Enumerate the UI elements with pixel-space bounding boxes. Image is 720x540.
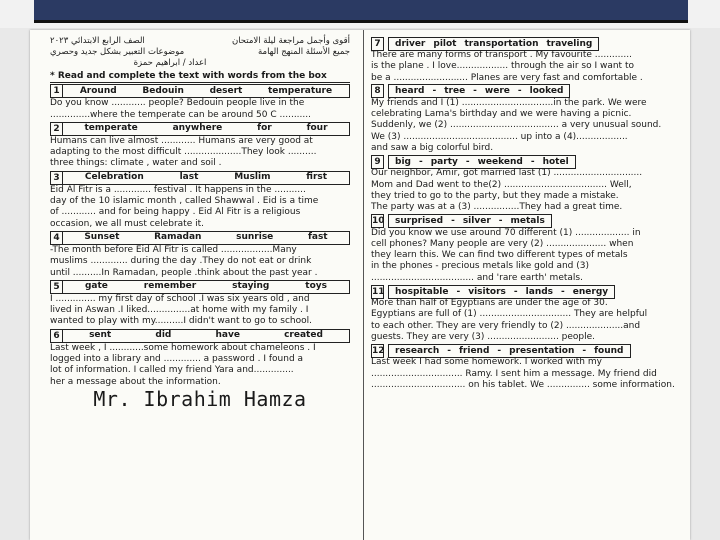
text-line: Our neighbor, Amir, got married last (1) ............................... [371,168,643,179]
text-line: Do you know ............ people? Bedouin people live in the [50,98,305,109]
box-word: - [473,86,477,97]
text-line: ................................ Ramy. I sent him a message. My friend did [371,368,657,379]
word-box [50,329,350,343]
exercise-number: 8 [371,84,384,98]
box-word: Ramadan [154,232,202,243]
text-line: More than half of Egyptians are under the age of 30. [371,298,608,309]
box-word: traveling [546,38,593,49]
left-exercises [50,84,350,388]
exercise-number: 4 [51,232,63,244]
box-word: Around [79,85,117,96]
text-line: occasion, we all must celebrate it. [50,218,204,229]
exercise-paragraph [371,228,685,284]
box-word: - [447,345,452,356]
text-line: ..............where the temperate can be around 50 C ........... [50,109,311,120]
box-word: - [498,216,503,227]
arabic-header [50,36,350,69]
box-word: - [497,345,502,356]
text-line: in the phones - precious metals like gold and (3) [371,261,590,272]
text-line: cell phones? Many people are very (2) ..................... when [371,238,634,249]
box-word: were [484,86,510,97]
header-author: اعداد / ابراهيم حمزة [133,58,207,68]
author-signature: Mr. Ibrahim Hamza [93,386,307,411]
exercise-paragraph [371,298,685,343]
word-box [371,37,685,50]
box-word: temperature [268,85,333,96]
text-line: celebrating Lama's birthday and we were having a picnic. [371,109,632,120]
box-word: lands [525,286,554,297]
box-word: Bedouin [142,85,184,96]
box-word: pilot [433,38,457,49]
exercise-number: 6 [51,330,63,342]
text-line: until ..........In Ramadan, people .think about the past year . [50,267,318,278]
word-list [388,84,570,98]
text-line: day of the 10 islamic month , called Shawwal . Eid is a time [50,196,319,207]
box-word: research [395,345,440,356]
box-word: - [418,156,423,167]
box-word: created [284,330,323,341]
text-line: We (3) ........................................ up into a (4).................. [371,131,628,142]
box-word: - [517,86,522,97]
box-word: hospitable [395,286,449,297]
word-box [371,155,685,168]
box-word: - [456,286,461,297]
text-line: My friends and I (1) ................................in the park. We were [371,97,647,108]
word-list [388,155,576,169]
word-box [371,85,685,98]
box-word: have [215,330,240,341]
box-word: friend [459,345,490,356]
box-word: did [155,330,172,341]
header-topics: موضوعات التعبير بشكل جديد وحصري [50,47,185,57]
right-column [371,36,685,391]
word-list [63,330,349,341]
box-word: - [432,86,437,97]
text-line: to each other. They are very friendly to (2) ....................and [371,320,641,331]
text-line: her a message about the information. [50,376,221,387]
box-word: - [582,345,587,356]
box-word: anywhere [172,123,223,134]
text-line: of ............ and for being happy . Eid Al Fitr is a religious [50,207,301,218]
text-line: they learn this. We can find two different types of metals [371,250,628,261]
word-box [371,285,685,298]
box-word: presentation [509,345,575,356]
box-word: - [561,286,565,297]
header-grade: الصف الرابع الابتدائي ٢٠٢٣ [50,36,145,46]
banner-strip [34,0,688,23]
box-word: Sunset [84,232,120,243]
text-line: Did you know we use around 70 different (1) ................... in [371,227,641,238]
box-word: hotel [542,156,569,167]
exercise-number: 7 [371,37,384,51]
word-box [50,231,350,245]
exercise-paragraph [371,98,685,154]
word-box [371,215,685,228]
box-word: found [594,345,624,356]
box-word: toys [305,281,328,292]
exercise-number: 2 [51,123,63,135]
word-box [50,280,350,294]
box-word: four [306,123,328,134]
box-word: for [257,123,272,134]
box-word: desert [209,85,243,96]
word-box [50,171,350,185]
word-box [50,122,350,136]
text-line: Last week , I ............some homework about chameleons . I [50,342,316,353]
text-line: There are many forms of transport . My favourite ............. [371,50,632,60]
text-line: .................................... and 'rare earth' metals. [371,272,583,283]
text-line: The party was at a (3) ................They had a great time. [371,202,623,213]
exercise-number: 9 [371,155,384,169]
word-list [388,344,631,358]
box-word: silver [462,216,491,227]
box-word: staying [232,281,270,292]
exercise-paragraph [50,136,350,170]
exercise-paragraph [371,168,685,213]
exercise-paragraph [50,343,350,388]
box-word: surprised [395,216,444,227]
text-line: Mom and Dad went to the(2) .................................... Well, [371,179,632,190]
text-line: lived in Aswan .I liked...............at home with my family . I [50,305,309,316]
text-line: logged into a library and ............. a password . I found a [50,354,304,365]
box-word: last [179,172,199,183]
exercise-paragraph [50,98,350,121]
box-word: temperate [84,123,138,134]
word-list [63,232,349,243]
worksheet-page [30,30,690,540]
text-line: I .............. my first day of school .I was six years old , and [50,293,310,304]
left-column [50,36,350,411]
word-list [388,285,615,299]
text-line: is the plane . I love.................. through the air so I want to [371,61,634,72]
box-word: transportation [464,38,539,49]
box-word: looked [529,86,564,97]
exercise-paragraph [371,357,685,391]
box-word: driver [395,38,426,49]
box-word: heard [395,86,425,97]
header-title: أقوى وأجمل مراجعة ليلة الامتحان [231,36,350,46]
box-word: fast [307,232,328,243]
box-word: big [395,156,411,167]
exercise-number: 11 [372,286,385,297]
word-list [63,281,349,292]
exercise-number: 1 [51,85,63,97]
text-line: Eid Al Fitr is a ............. festival . It happens in the ........... [50,184,306,195]
text-line: be a .......................... Planes are very fast and comfortable . [371,72,643,83]
box-word: metals [510,216,545,227]
word-list [63,172,349,183]
box-word: energy [572,286,609,297]
box-word: gate [84,281,108,292]
box-word: sunrise [236,232,274,243]
box-word: - [465,156,470,167]
box-word: sent [89,330,112,341]
right-exercises [371,37,685,391]
text-line: Humans can live almost ............ Humans are very good at [50,135,313,146]
exercise-number: 3 [51,172,63,184]
text-line: and saw a big colorful bird. [371,143,494,154]
text-line: muslims ............. during the day .They do not eat or drink [50,256,312,267]
text-line: wanted to play with my..........I didn't want to go to school. [50,316,312,327]
text-line: ................................. on his tablet. We ............... some information. [371,379,675,390]
exercise-paragraph [50,245,350,279]
text-line: -The month before Eid Al Fitr is called ..................Many [50,244,297,255]
text-line: Last week I had some homework. I worked with my [371,357,602,368]
box-word: - [530,156,535,167]
exercise-paragraph [371,50,685,84]
word-list [63,86,349,97]
box-word: - [451,216,455,227]
box-word: - [513,286,518,297]
text-line: guests. They are very (3) ......................... people. [371,331,596,342]
word-box [371,344,685,357]
box-word: tree [444,86,466,97]
box-word: party [430,156,458,167]
text-line: lot of information. I called my friend Yara and.............. [50,365,294,376]
box-word: visitors [468,286,506,297]
top-banner [0,0,720,28]
word-list [388,37,599,51]
box-word: first [306,172,328,183]
exercise-number: 10 [372,216,385,227]
box-word: remember [143,281,197,292]
box-word: Celebration [84,172,144,183]
header-subtitle: جميع الأسئلة المنهج الهامة [257,47,350,57]
text-line: adapting to the most difficult ....................They look .......... [50,147,317,158]
text-line: they tried to go to the party, but they made a mistake. [371,190,619,201]
column-divider [363,30,364,540]
word-list [388,214,552,228]
word-box [50,84,350,98]
exercise-number: 5 [51,281,63,293]
word-list [63,123,349,134]
exercise-number: 12 [372,345,385,356]
exercise-paragraph [50,294,350,328]
box-word: Muslim [234,172,271,183]
text-line: Suddenly, we (2) ...................................... a very unusual sound. [371,120,662,131]
exercise-paragraph [50,185,350,230]
text-line: three things: climate , water and soil . [50,158,222,169]
instruction-text: * Read and complete the text with words from the box [50,71,350,83]
text-line: Egyptians are full of (1) ................................ They are helpful [371,309,648,320]
box-word: weekend [477,156,523,167]
